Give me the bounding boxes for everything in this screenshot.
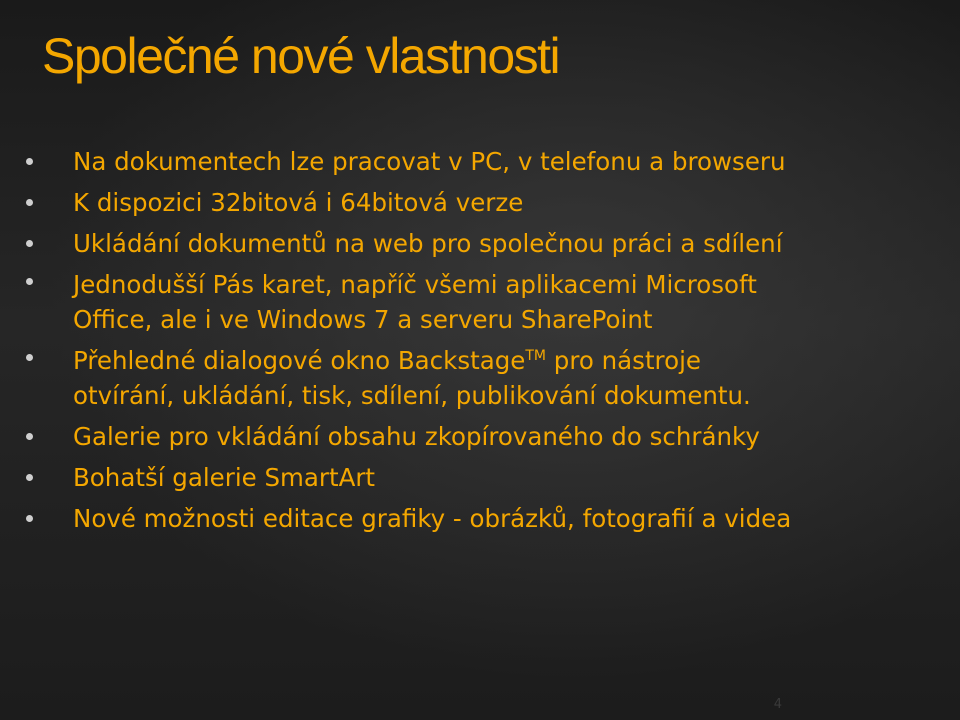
trademark-mark: TM [525, 347, 546, 364]
bullet-item [22, 416, 922, 457]
bullet-dot-icon [26, 278, 33, 285]
bullet-text-line1: Jednodušší Pás karet, napříč všemi aplikacemi Microsoft [73, 270, 757, 299]
bullet-text: K dispozici 32bitová i 64bitová verze [73, 188, 524, 217]
bullet-dot-icon [26, 199, 33, 206]
bullet-item [22, 141, 922, 182]
bullet-item [22, 264, 922, 340]
bullet-text-line2: otvírání, ukládání, tisk, sdílení, publikování dokumentu. [73, 381, 751, 410]
bullet-dot-icon [26, 354, 33, 361]
bullet-dot-icon [26, 240, 33, 247]
bullet-text: Bohatší galerie SmartArt [73, 463, 376, 492]
bullet-text: Na dokumentech lze pracovat v PC, v telefonu a browseru [73, 147, 786, 176]
bullet-list [22, 141, 922, 539]
bullet-item [22, 182, 922, 223]
slide-title: Společné nové vlastnosti [42, 28, 560, 84]
bullet-text: Galerie pro vkládání obsahu zkopírovaného do schránky [73, 422, 760, 451]
bullet-dot-icon [26, 433, 33, 440]
bullet-item [22, 457, 922, 498]
bullet-text: Ukládání dokumentů na web pro společnou práci a sdílení [73, 229, 783, 258]
bullet-dot-icon [26, 515, 33, 522]
bullet-text-line1 [73, 343, 922, 378]
bullet-text: Nové možnosti editace grafiky - obrázků, fotografií a videa [73, 504, 792, 533]
bullet-text-pre: Přehledné dialogové okno Backstage [73, 346, 526, 375]
bullet-item [22, 340, 922, 416]
bullet-dot-icon [26, 474, 33, 481]
bullet-text-post: pro nástroje [545, 346, 701, 375]
bullet-item [22, 223, 922, 264]
bullet-item [22, 498, 922, 539]
bullet-text-line2: Office, ale i ve Windows 7 a serveru SharePoint [73, 305, 653, 334]
bullet-dot-icon [26, 158, 33, 165]
slide-number: 4 [773, 697, 782, 712]
